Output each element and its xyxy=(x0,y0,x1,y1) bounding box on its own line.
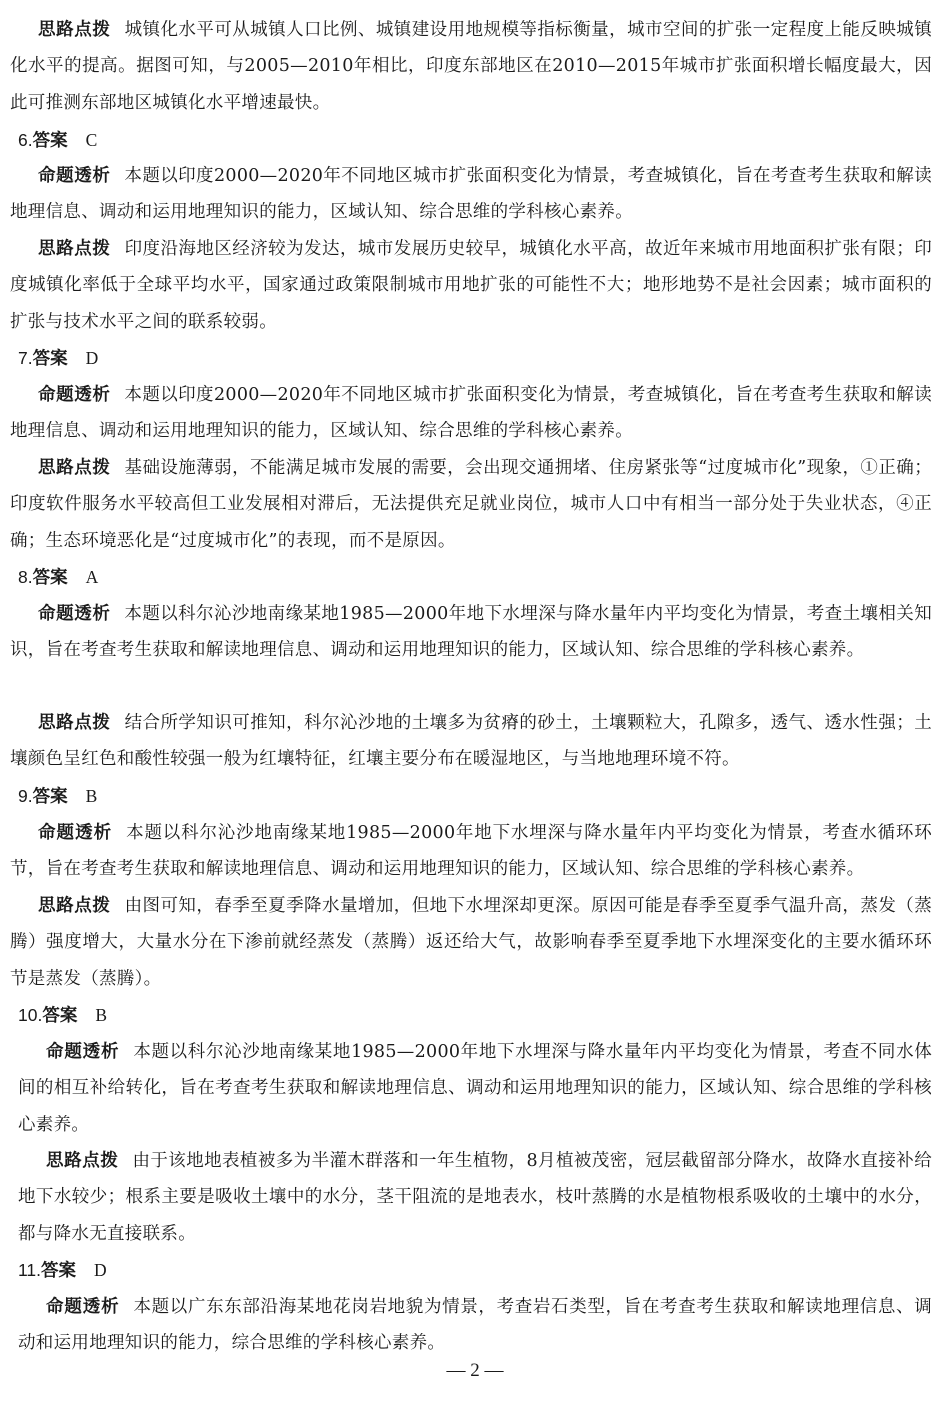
question-number: 9. xyxy=(18,786,33,806)
answer-label: 答案 xyxy=(32,568,68,588)
hint-text: 由于该地地表植被多为半灌木群落和一年生植物，8月植被茂密，冠层截留部分降水，故降水直接补给地下水较少；根系主要是吸收土壤中的水分，茎干阻流的是地表水，枝叶蒸腾的水是植物根系吸收的土壤中的水分，都与降水无直接联系。 xyxy=(18,1151,932,1244)
hint-text: 结合所学知识可推知，科尔沁沙地的土壤多为贫瘠的砂土，土壤颗粒大，孔隙多，透气、透水性强；土壤颜色呈红色和酸性较强一般为红壤特征，红壤主要分布在暖湿地区，与当地地理环境不符。 xyxy=(10,713,933,770)
answer-line-9 xyxy=(18,778,97,815)
hint-paragraph xyxy=(10,888,932,997)
insight-label: 命题透析 xyxy=(46,1042,120,1062)
insight-paragraph xyxy=(10,377,932,450)
answer-line-6 xyxy=(18,122,97,159)
answer-label: 答案 xyxy=(32,349,68,369)
insight-label: 命题透析 xyxy=(38,604,111,624)
answer-label: 答案 xyxy=(32,787,68,807)
answer-letter: C xyxy=(85,130,98,150)
question-number: 6. xyxy=(18,130,33,150)
page-number: — 2 — xyxy=(446,1360,504,1381)
answer-letter: D xyxy=(94,1260,107,1280)
answer-letter: A xyxy=(85,567,99,587)
insight-text: 本题以广东东部沿海某地花岗岩地貌为情景，考查岩石类型，旨在考查考生获取和解读地理信息、调动和运用地理知识的能力，综合思维的学科核心素养。 xyxy=(18,1297,933,1354)
insight-label: 命题透析 xyxy=(46,1297,120,1317)
answer-line-10 xyxy=(18,997,107,1034)
answer-letter: B xyxy=(95,1005,108,1025)
answer-letter: D xyxy=(85,348,99,368)
insight-text: 本题以科尔沁沙地南缘某地1985—2000年地下水埋深与降水量年内平均变化为情景，考查水循环环节，旨在考查考生获取和解读地理信息、调动和运用地理知识的能力，区域认知、综合思维的学科核心素养。 xyxy=(10,823,933,880)
hint-paragraph xyxy=(10,12,932,121)
insight-text: 本题以科尔沁沙地南缘某地1985—2000年地下水埋深与降水量年内平均变化为情景，考查不同水体间的相互补给转化，旨在考查考生获取和解读地理信息、调动和运用地理知识的能力，区域认知、综合思维的学科核心素养。 xyxy=(18,1042,933,1135)
hint-paragraph xyxy=(10,231,932,340)
hint-text: 基础设施薄弱，不能满足城市发展的需要，会出现交通拥堵、住房紧张等“过度城市化”现象，①正确；印度软件服务水平较高但工业发展相对滞后，无法提供充足就业岗位，城市人口中有相当一部分处于失业状态，④正确；生态环境恶化是“过度城市化”的表现，而不是原因。 xyxy=(10,458,932,551)
insight-label: 命题透析 xyxy=(38,823,113,843)
hint-paragraph xyxy=(10,705,932,778)
insight-paragraph xyxy=(10,815,932,888)
hint-label: 思路点拨 xyxy=(46,1151,119,1171)
question-number: 7. xyxy=(18,348,33,368)
answer-label: 答案 xyxy=(41,1261,77,1281)
hint-paragraph xyxy=(10,450,932,559)
answer-line-11 xyxy=(18,1252,107,1289)
answer-line-8 xyxy=(18,559,98,596)
hint-text: 印度沿海地区经济较为发达，城市发展历史较早，城镇化水平高，故近年来城市用地面积扩张有限；印度城镇化率低于全球平均水平，国家通过政策限制城市用地扩张的可能性不大；地形地势不是社会因素；城市面积的扩张与技术水平之间的联系较弱。 xyxy=(10,239,933,332)
hint-text: 城镇化水平可从城镇人口比例、城镇建设用地规模等指标衡量，城市空间的扩张一定程度上能反映城镇化水平的提高。据图可知，与2005—2010年相比，印度东部地区在2010—2015年城市扩张面积增长幅度最大，因此可推测东部地区城镇化水平增速最快。 xyxy=(10,20,933,113)
hint-label: 思路点拨 xyxy=(38,458,111,478)
insight-paragraph xyxy=(10,158,932,231)
hint-label: 思路点拨 xyxy=(38,20,111,40)
hint-label: 思路点拨 xyxy=(38,239,111,259)
insight-text: 本题以印度2000—2020年不同地区城市扩张面积变化为情景，考查城镇化，旨在考查考生获取和解读地理信息、调动和运用地理知识的能力，区域认知、综合思维的学科核心素养。 xyxy=(10,166,933,223)
insight-paragraph xyxy=(18,1289,932,1362)
insight-paragraph xyxy=(18,1034,932,1143)
answer-label: 答案 xyxy=(42,1006,78,1026)
insight-paragraph xyxy=(10,596,932,669)
insight-text: 本题以科尔沁沙地南缘某地1985—2000年地下水埋深与降水量年内平均变化为情景，考查土壤相关知识，旨在考查考生获取和解读地理信息、调动和运用地理知识的能力，区域认知、综合思维的学科核心素养。 xyxy=(10,604,933,661)
question-number: 11. xyxy=(18,1260,42,1280)
question-number: 8. xyxy=(18,567,33,587)
insight-text: 本题以印度2000—2020年不同地区城市扩张面积变化为情景，考查城镇化，旨在考查考生获取和解读地理信息、调动和运用地理知识的能力，区域认知、综合思维的学科核心素养。 xyxy=(10,385,933,442)
answer-line-7 xyxy=(18,340,98,377)
insight-label: 命题透析 xyxy=(38,166,111,186)
answer-label: 答案 xyxy=(32,131,68,151)
hint-text: 由图可知，春季至夏季降水量增加，但地下水埋深却更深。原因可能是春季至夏季气温升高，蒸发（蒸腾）强度增大，大量水分在下渗前就经蒸发（蒸腾）返还给大气，故影响春季至夏季地下水埋深变化的主要水循环环节是蒸发（蒸腾）。 xyxy=(10,896,933,989)
hint-paragraph xyxy=(18,1143,932,1252)
insight-label: 命题透析 xyxy=(38,385,111,405)
question-number: 10. xyxy=(18,1005,43,1025)
answer-letter: B xyxy=(85,786,98,806)
hint-label: 思路点拨 xyxy=(38,896,111,916)
hint-label: 思路点拨 xyxy=(38,713,111,733)
